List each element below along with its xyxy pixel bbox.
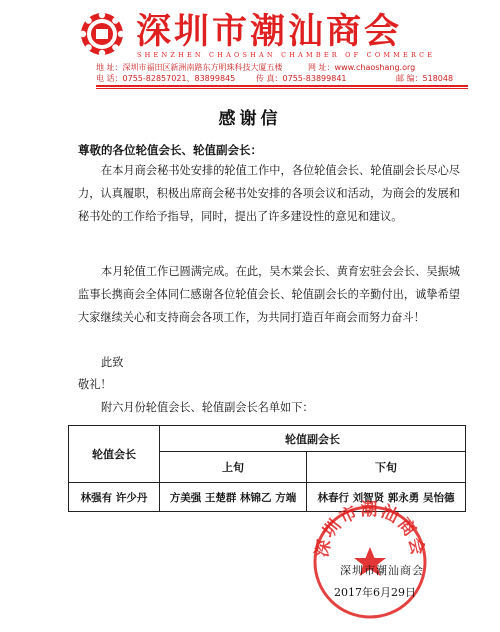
signature-org: 深圳市潮汕商会 xyxy=(340,564,424,577)
cell-second-half: 林春行 刘智贤 郭永勇 吴怡德 xyxy=(306,483,465,512)
address: 地 址：深圳市福田区新洲南路东方明珠科技大厦五楼 xyxy=(96,63,283,72)
seal-text: 深圳市潮汕商会 xyxy=(312,500,428,559)
header-vice-president: 轮值副会长 xyxy=(160,426,466,452)
header-president: 轮值会长 xyxy=(69,426,160,483)
org-name: 深圳市潮汕商会 xyxy=(136,12,403,52)
header-rule-thin xyxy=(96,88,468,89)
paragraph-2: 本月轮值工作已圆满完成。在此，吴木棠会长、黄育宏驻会会长、吴振城监事长携商会全体同仁感谢各位轮值会长、轮值副会长的辛勤付出，诚挚希望大家继续关心和支持商会各项工作，为共同打造百年商会而努力奋斗！ xyxy=(78,265,460,324)
letter-title: 感谢信 xyxy=(218,109,282,129)
header-second-half: 下旬 xyxy=(306,452,465,483)
letterhead xyxy=(0,0,500,86)
org-name-latin: SHENZHEN CHAOSHAN CHAMBER OF COMMERCE xyxy=(137,51,436,59)
cell-first-half: 方美强 王楚群 林锦乙 方端 xyxy=(160,483,307,512)
cell-presidents: 林强有 许少丹 xyxy=(69,483,160,512)
header-first-half: 上旬 xyxy=(160,452,307,483)
postcode: 邮 编：518048 xyxy=(396,74,454,83)
phone: 电 话：0755-82857021、83899845 xyxy=(96,74,236,83)
header-rule xyxy=(96,85,468,87)
fax: 传 真：0755-83899841 xyxy=(256,74,347,83)
website: 网 址：www.chaoshang.org xyxy=(308,63,416,72)
salutation: 尊敬的各位轮值会长、轮值副会长： xyxy=(78,143,262,157)
paragraph-1: 在本月商会秘书处安排的轮值工作中，各位轮值会长、轮值副会长尽心尽力，认真履职，积极出席商会秘书处安排的各项会议和活动，为商会的发展和秘书处的工作给予指导，同时，提出了许多建设性的意见和建议。 xyxy=(78,164,460,223)
closing-cizhi: 此致 xyxy=(101,356,124,369)
attachment-intro: 附六月份轮值会长、轮值副会长名单如下： xyxy=(101,401,314,414)
signature-date: 2017年6月29日 xyxy=(334,586,416,599)
logo-icon xyxy=(79,11,125,57)
closing-jingli: 敬礼！ xyxy=(78,378,112,391)
